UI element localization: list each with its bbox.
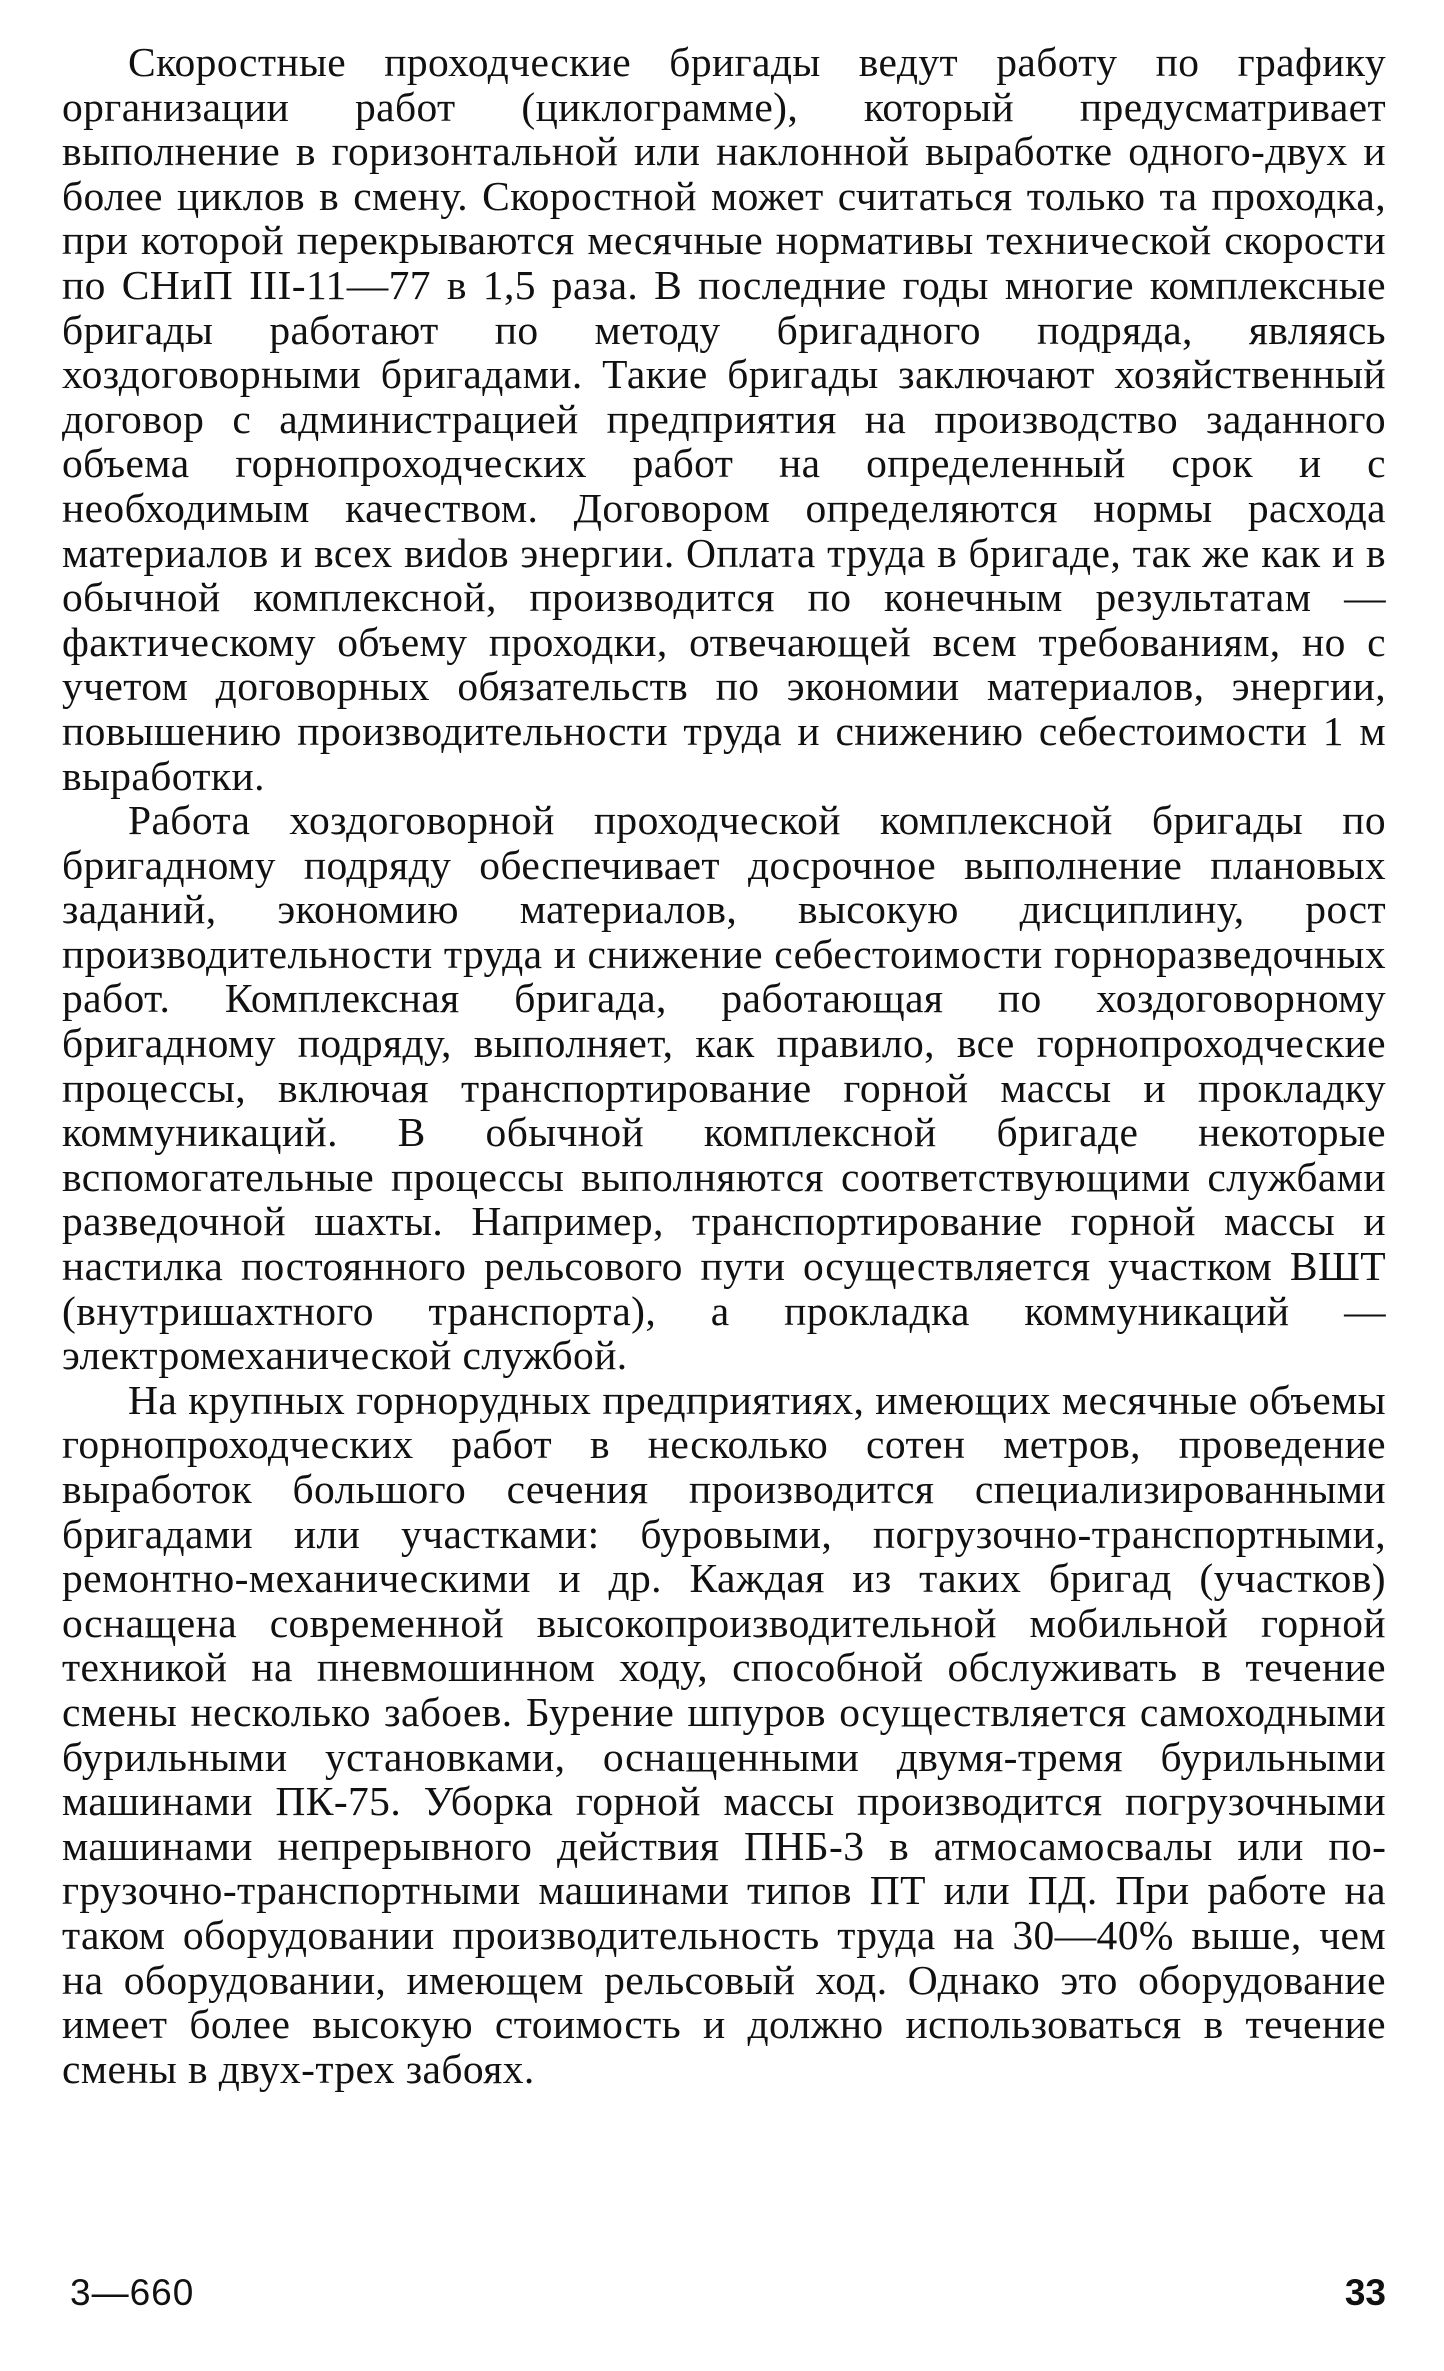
page-number: 33 [1344,2272,1386,2313]
paragraph-1: Скоростные проходческие бригады ведут работу по графику организации работ (циклограмме), который предусматривает выполнение в горизонтальной или наклонной выработке одного-двух и более циклов в смену. Скоростной может считаться только та проходка, при которой перекрываются месячные нормативы технической скорости по СНиП III-11—77 в 1,5 раза. В последние годы многие комплексные бригады работают по методу бригадного подряда, являясь хоздоговорными бригадами. Такие бригады заключают хозяйственный договор с администрацией предприятия на производство заданного объема горнопроходческих работ на определенный срок и с необходимым качеством. Договором определяются нормы расхода материалов и всех виdов энергии. Оплата труда в бригаде, так же как и в обычной комплексной, производится по конечным результатам — фактическому объему проходки, отвечающей всем требованиям, но с учетом договорных обязательств по экономии материалов, энергии, повышению производительности труда и снижению себестоимости 1 м выработки. [62,39,1386,799]
paragraph-2: Работа хоздоговорной проходческой комплексной бригады по бригадному подряду обеспечивает досрочное выполнение плановых заданий, экономию материалов, высокую дисциплину, рост производительности труда и снижение себестоимости горноразведочных работ. Комплексная бригада, работающая по хоздоговорному бригадному подряду, выполняет, как правило, все горнопроходческие процессы, включая транспортирование горной массы и прокладку коммуникаций. В обычной комплексной бригаде некоторые вспомогательные процессы выполняются соответствующими службами разведочной шахты. Например, транспортирование горной массы и настилка постоянного рельсового пути осуществляется участком ВШТ (внутришахтного транспорта), а прокладка коммуникаций — электромеханической службой. [62,797,1386,1379]
page-footer [62,2272,1386,2320]
printer-signature-mark: 3—660 [70,2272,195,2313]
paragraph-3: На крупных горнорудных предприятиях, имеющих месячные объемы горнопроходческих работ в несколько сотен метров, проведение выработок большого сечения производится специализированными бригадами или участками: буровыми, погрузочно-транспортными, ремонтно-механическими и др. Каждая из таких бригад (участков) оснащена современной высокопроизводительной мобильной горной техникой на пневмошинном ходу, способной обслуживать в течение смены несколько забоев. Бурение шпуров осуществляется самоходными бурильными установками, оснащенными двумя-тремя бурильными машинами ПК-75. Уборка горной массы производится погрузочными машинами непрерывного действия ПНБ-3 в атмосамосвалы или погрузочно-транспортными машинами типов ПТ или ПД. При работе на таком оборудовании производительность труда на 30—40% выше, чем на оборудовании, имеющем рельсовый ход. Однако это оборудование имеет более высокую стоимость и должно использоваться в течение смены в двух-трех забоях. [62,1376,1386,2092]
book-page [62,40,1386,2330]
